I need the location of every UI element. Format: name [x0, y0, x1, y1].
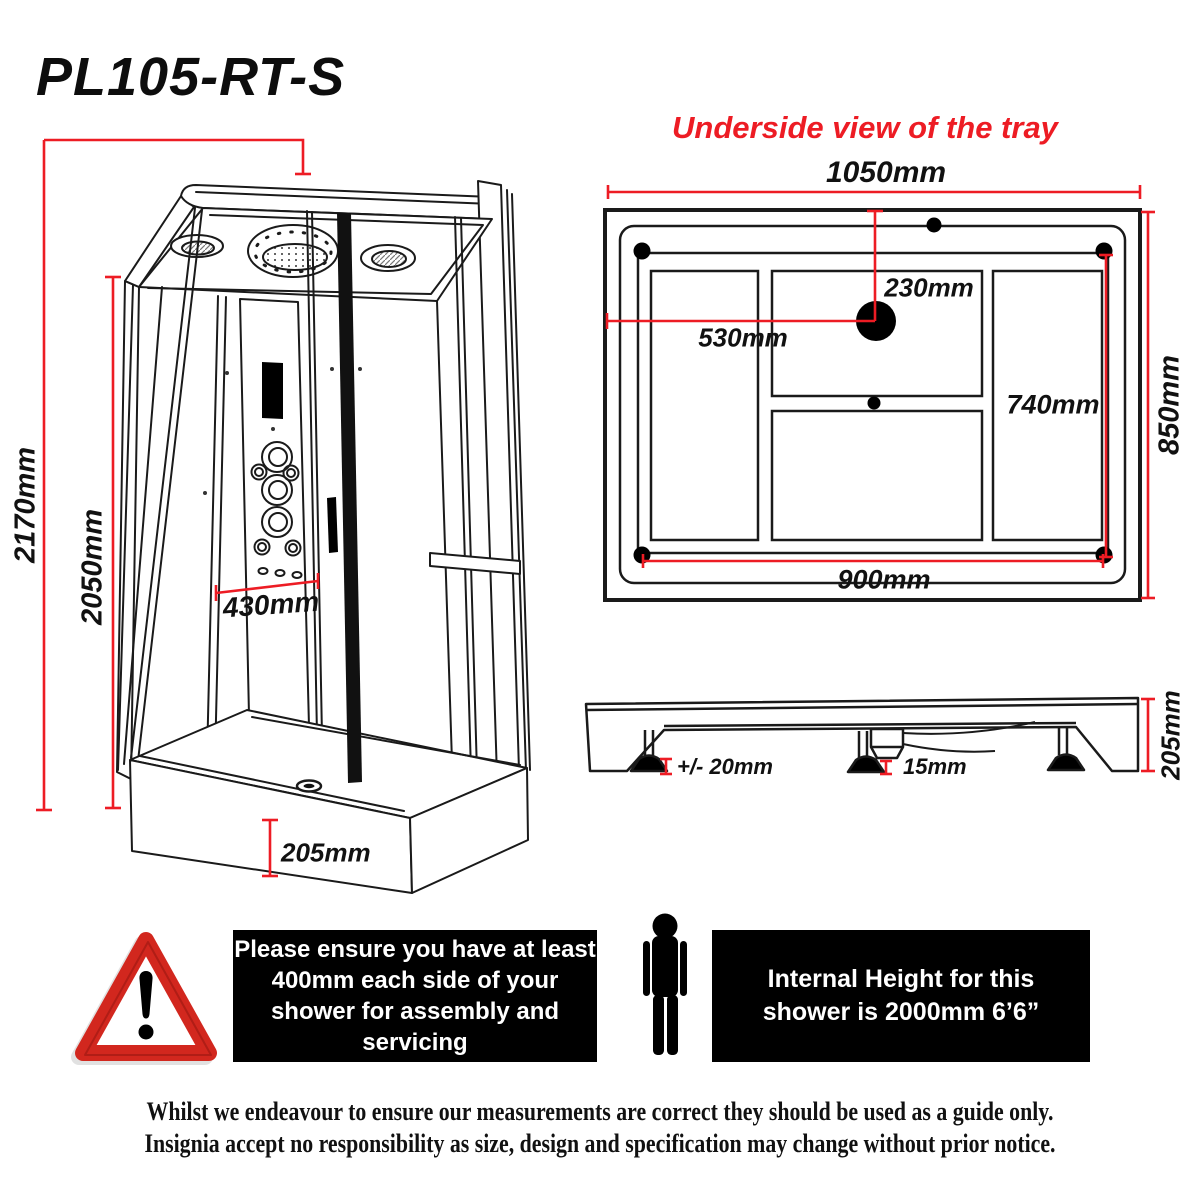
clearance-notice-line: shower for assembly and	[270, 998, 560, 1025]
disclaimer-text	[113, 1096, 1087, 1160]
dim-drain-from-left: 530mm	[698, 322, 788, 353]
dim-cabin-tray-height: 205mm	[281, 837, 371, 868]
clearance-notice-line: 400mm each side of your	[271, 967, 559, 994]
tray-side-profile-drawing	[586, 698, 1138, 772]
clearance-notice-box	[233, 930, 597, 1062]
fixing-dot	[868, 397, 881, 410]
model-number-title: PL105-RT-S	[36, 47, 346, 107]
dim-waste-clearance: 15mm	[903, 754, 967, 779]
dim-tray-width: 1050mm	[825, 156, 947, 189]
internal-height-line: Internal Height for this	[767, 965, 1035, 993]
dim-tray-depth: 850mm	[1153, 355, 1186, 455]
dim-side-tray-height: 205mm	[1155, 690, 1186, 780]
person-icon	[643, 914, 687, 1056]
dim-panel-width: 430mm	[221, 585, 321, 624]
clearance-notice-line: servicing	[362, 1029, 468, 1056]
dim-drain-from-top: 230mm	[884, 272, 974, 303]
shower-cabin-drawing	[117, 181, 530, 893]
internal-height-notice-box	[712, 930, 1090, 1062]
clearance-notice-line: Please ensure you have at least	[234, 936, 596, 963]
fixing-dot	[927, 218, 942, 233]
underside-view-heading: Underside view of the tray	[672, 110, 1058, 145]
dim-overall-height: 2170mm	[9, 446, 42, 564]
internal-height-line: shower is 2000mm 6’6”	[762, 998, 1040, 1026]
warning-triangle-icon	[79, 940, 211, 1057]
door-handle	[327, 497, 338, 553]
leg-dot	[634, 243, 651, 260]
disclaimer-line: Insignia accept no responsibility as size, design and specification may change without prior notice.	[144, 1129, 1056, 1158]
leg-dot	[1096, 243, 1113, 260]
door-strip	[337, 213, 362, 783]
dim-glass-height: 2050mm	[76, 508, 109, 626]
dim-leg-frame-width: 900mm	[837, 564, 931, 595]
dim-leg-frame-depth: 740mm	[1006, 389, 1100, 420]
dim-leg-adjust: +/- 20mm	[677, 754, 773, 779]
disclaimer-line: Whilst we endeavour to ensure our measurements are correct they should be used as a guide only.	[146, 1097, 1054, 1126]
